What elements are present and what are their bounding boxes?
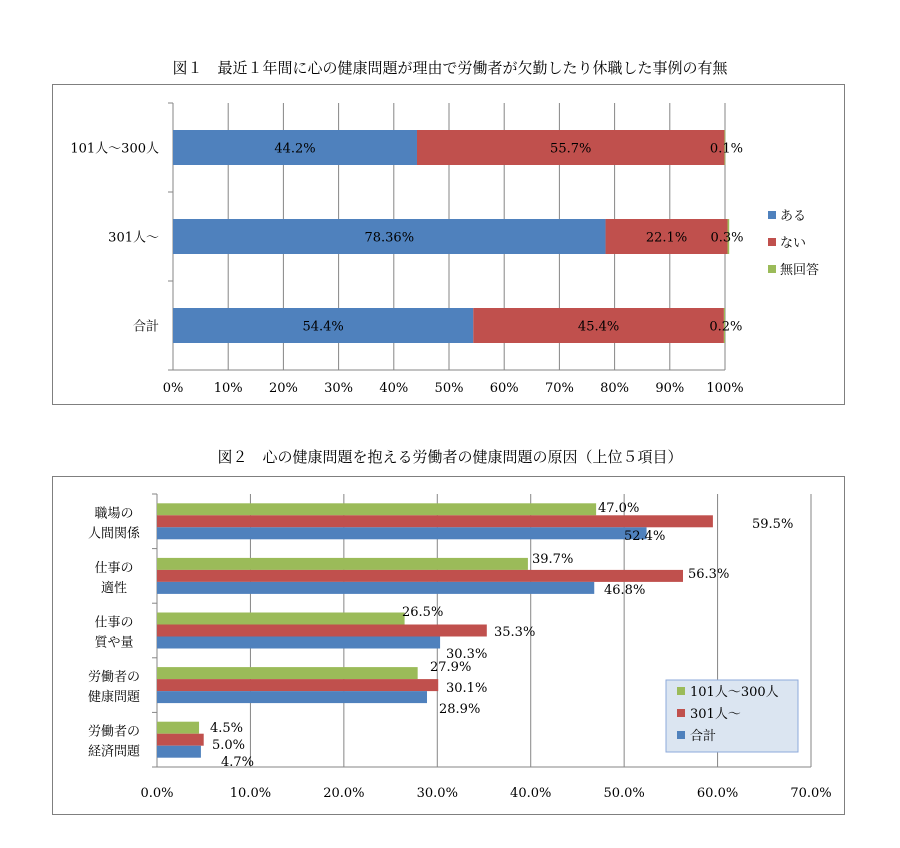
- chart2-x-tick-label: 20.0%: [323, 786, 365, 801]
- chart1-data-label: 45.4%: [577, 319, 620, 335]
- chart1-category-label: 101人～300人: [70, 141, 159, 157]
- chart1-category-label: 301人～: [108, 230, 159, 246]
- chart1-x-tick-label: 10%: [213, 381, 243, 396]
- chart2-data-label: 30.3%: [446, 647, 488, 662]
- chart2-data-label: 46.8%: [604, 583, 646, 598]
- chart2-bar: [157, 722, 199, 734]
- chart1-x-tick-label: 40%: [379, 381, 409, 396]
- chart2-category-label-line2: 適性: [100, 580, 128, 596]
- chart2-category-label-line1: 労働者の: [87, 670, 141, 686]
- chart1-data-label: 0.1%: [709, 141, 743, 157]
- chart1-data-label: 0.3%: [710, 230, 744, 246]
- chart2-bar: [157, 613, 405, 625]
- chart2-category-label-line2: 経済問題: [87, 744, 141, 760]
- chart1-x-tick-label: 50%: [434, 381, 464, 396]
- chart2-category-label-line1: 仕事の: [94, 560, 134, 576]
- chart2-data-label: 26.5%: [402, 605, 444, 620]
- chart2-x-tick-label: 60.0%: [696, 786, 739, 801]
- chart1-legend-label: 無回答: [780, 263, 820, 278]
- chart2-bar: [157, 558, 528, 570]
- chart1-data-label: 22.1%: [645, 230, 688, 246]
- chart2-data-label: 30.1%: [446, 681, 488, 696]
- chart2-data-label: 56.3%: [688, 567, 730, 582]
- chart2-bar: [157, 667, 418, 679]
- chart1-x-tick-label: 100%: [706, 381, 744, 396]
- chart2-bar: [157, 691, 427, 703]
- chart2-bar: [157, 515, 713, 527]
- chart2-legend-swatch: [677, 731, 685, 739]
- chart1-data-label: 0.2%: [709, 319, 743, 335]
- chart2-legend-label: 301人～: [690, 707, 741, 722]
- chart1-data-label: 55.7%: [550, 141, 592, 157]
- chart2-data-label: 5.0%: [212, 738, 246, 753]
- chart2-x-tick-label: 10.0%: [229, 786, 272, 801]
- chart2-data-label: 52.4%: [624, 529, 666, 544]
- chart2-bar: [157, 637, 440, 649]
- chart2-category-label-line1: 仕事の: [94, 615, 134, 631]
- chart2-data-label: 4.7%: [221, 755, 255, 770]
- chart2-legend-swatch: [677, 709, 685, 717]
- chart2-data-label: 39.7%: [532, 552, 574, 567]
- chart1-legend-swatch: [768, 238, 776, 246]
- chart2-category-label-line1: 労働者の: [87, 724, 141, 740]
- chart1-legend-swatch: [768, 265, 776, 273]
- chart1-legend-label: ある: [780, 209, 807, 224]
- chart2-bar: [157, 746, 201, 758]
- chart1-category-label: 合計: [132, 319, 159, 335]
- chart2-legend-swatch: [677, 687, 685, 695]
- chart1-x-tick-label: 0%: [162, 381, 184, 396]
- chart1-legend-swatch: [768, 211, 776, 219]
- chart2-x-tick-label: 0.0%: [140, 786, 174, 801]
- chart1-data-label: 78.36%: [364, 230, 415, 246]
- chart2-data-label: 59.5%: [752, 517, 794, 532]
- chart2-category-label-line2: 健康問題: [87, 690, 141, 706]
- chart1-legend-label: ない: [780, 236, 807, 251]
- chart2-title: 図２ 心の健康問題を抱える労働者の健康問題の原因（上位５項目）: [217, 448, 683, 466]
- chart1-data-label: 54.4%: [302, 319, 344, 335]
- chart2-x-tick-label: 40.0%: [510, 786, 552, 801]
- chart1-data-label: 44.2%: [274, 141, 316, 157]
- chart2-data-label: 4.5%: [210, 721, 244, 736]
- chart2-bar: [157, 679, 438, 691]
- chart2-data-label: 35.3%: [494, 625, 536, 640]
- chart2-bar: [157, 625, 487, 637]
- chart2-x-tick-label: 30.0%: [416, 786, 458, 801]
- chart2-data-label: 27.9%: [430, 660, 472, 675]
- chart2-x-tick-label: 70.0%: [790, 786, 832, 801]
- chart2-x-tick-label: 50.0%: [603, 786, 645, 801]
- chart1-title: 図１ 最近１年間に心の健康問題が理由で労働者が欠勤したり休職した事例の有無: [172, 59, 728, 77]
- chart2-category-label-line2: 質や量: [94, 635, 134, 651]
- chart1-x-tick-label: 70%: [544, 381, 574, 396]
- chart1-x-tick-label: 30%: [324, 381, 354, 396]
- chart1-x-tick-label: 20%: [268, 381, 298, 396]
- chart2-category-label-line2: 人間関係: [87, 526, 141, 542]
- chart2-data-label: 47.0%: [598, 501, 640, 516]
- chart2-bar: [157, 734, 204, 746]
- chart1-x-tick-label: 60%: [489, 381, 519, 396]
- chart2-bar: [157, 570, 683, 582]
- chart2-bar: [157, 527, 647, 539]
- chart2-data-label: 28.9%: [439, 702, 481, 717]
- chart2-bar: [157, 582, 594, 594]
- chart2-category-label-line1: 職場の: [94, 506, 134, 522]
- chart2-legend-label: 合計: [690, 729, 717, 744]
- chart1-x-tick-label: 90%: [655, 381, 685, 396]
- chart2-legend-label: 101人～300人: [690, 685, 779, 700]
- chart1-x-tick-label: 80%: [600, 381, 630, 396]
- chart2-bar: [157, 503, 596, 515]
